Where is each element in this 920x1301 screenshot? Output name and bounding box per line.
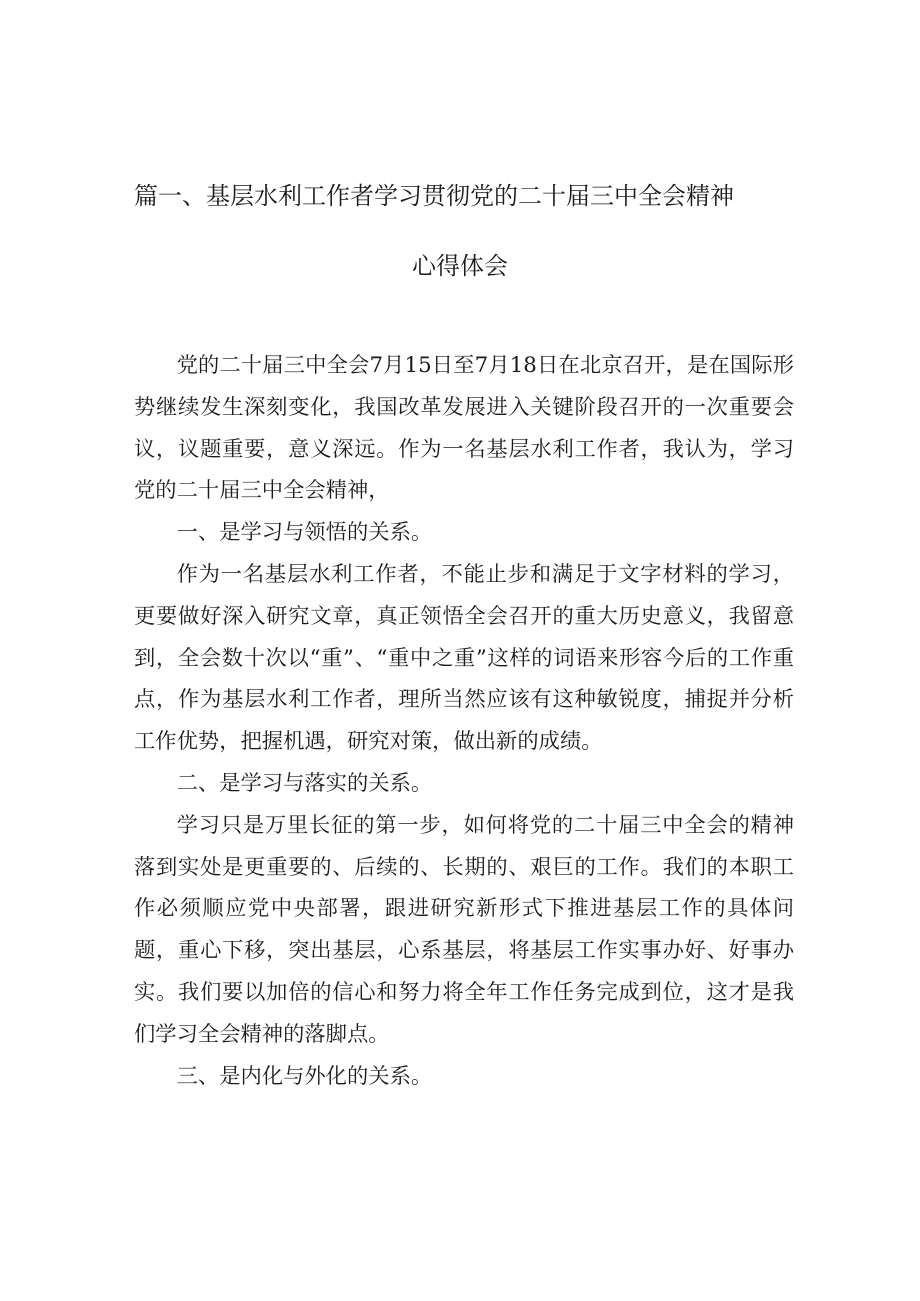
- document-title: 篇一、基层水利工作者学习贯彻党的二十届三中全会精神: [134, 182, 734, 210]
- section-heading-3: 三、是内化与外化的关系。: [176, 1063, 433, 1089]
- section-heading-1: 一、是学习与领悟的关系。: [176, 520, 433, 546]
- document-subtitle: 心得体会: [412, 252, 508, 280]
- intro-paragraph: 党的二十届三中全会7月15日至7月18日在北京召开，是在国际形势继续发生深刻变化，我国改革发展进入关键阶段召开的一次重要会议，议题重要，意义深远。作为一名基层水利工作者，我认为，学习党的二十届三中全会精神，: [134, 353, 794, 504]
- document-body: [134, 345, 794, 1097]
- section-heading-2: 二、是学习与落实的关系。: [176, 770, 433, 796]
- section-paragraph-1: 作为一名基层水利工作者，不能止步和满足于文字材料的学习，更要做好深入研究文章，真正领悟全会召开的重大历史意义，我留意到，全会数十次以“重”、“重中之重”这样的词语来形容今后的工作重点，作为基层水利工作者，理所当然应该有这种敏锐度，捕捉并分析工作优势，把握机遇，研究对策，做出新的成绩。: [134, 561, 794, 755]
- section-paragraph-2: 学习只是万里长征的第一步，如何将党的二十届三中全会的精神落到实处是更重要的、后续的、长期的、艰巨的工作。我们的本职工作必须顺应党中央部署，跟进研究新形式下推进基层工作的具体问题，重心下移，突出基层，心系基层，将基层工作实事办好、好事办实。我们要以加倍的信心和努力将全年工作任务完成到位，这才是我们学习全会精神的落脚点。: [134, 812, 794, 1047]
